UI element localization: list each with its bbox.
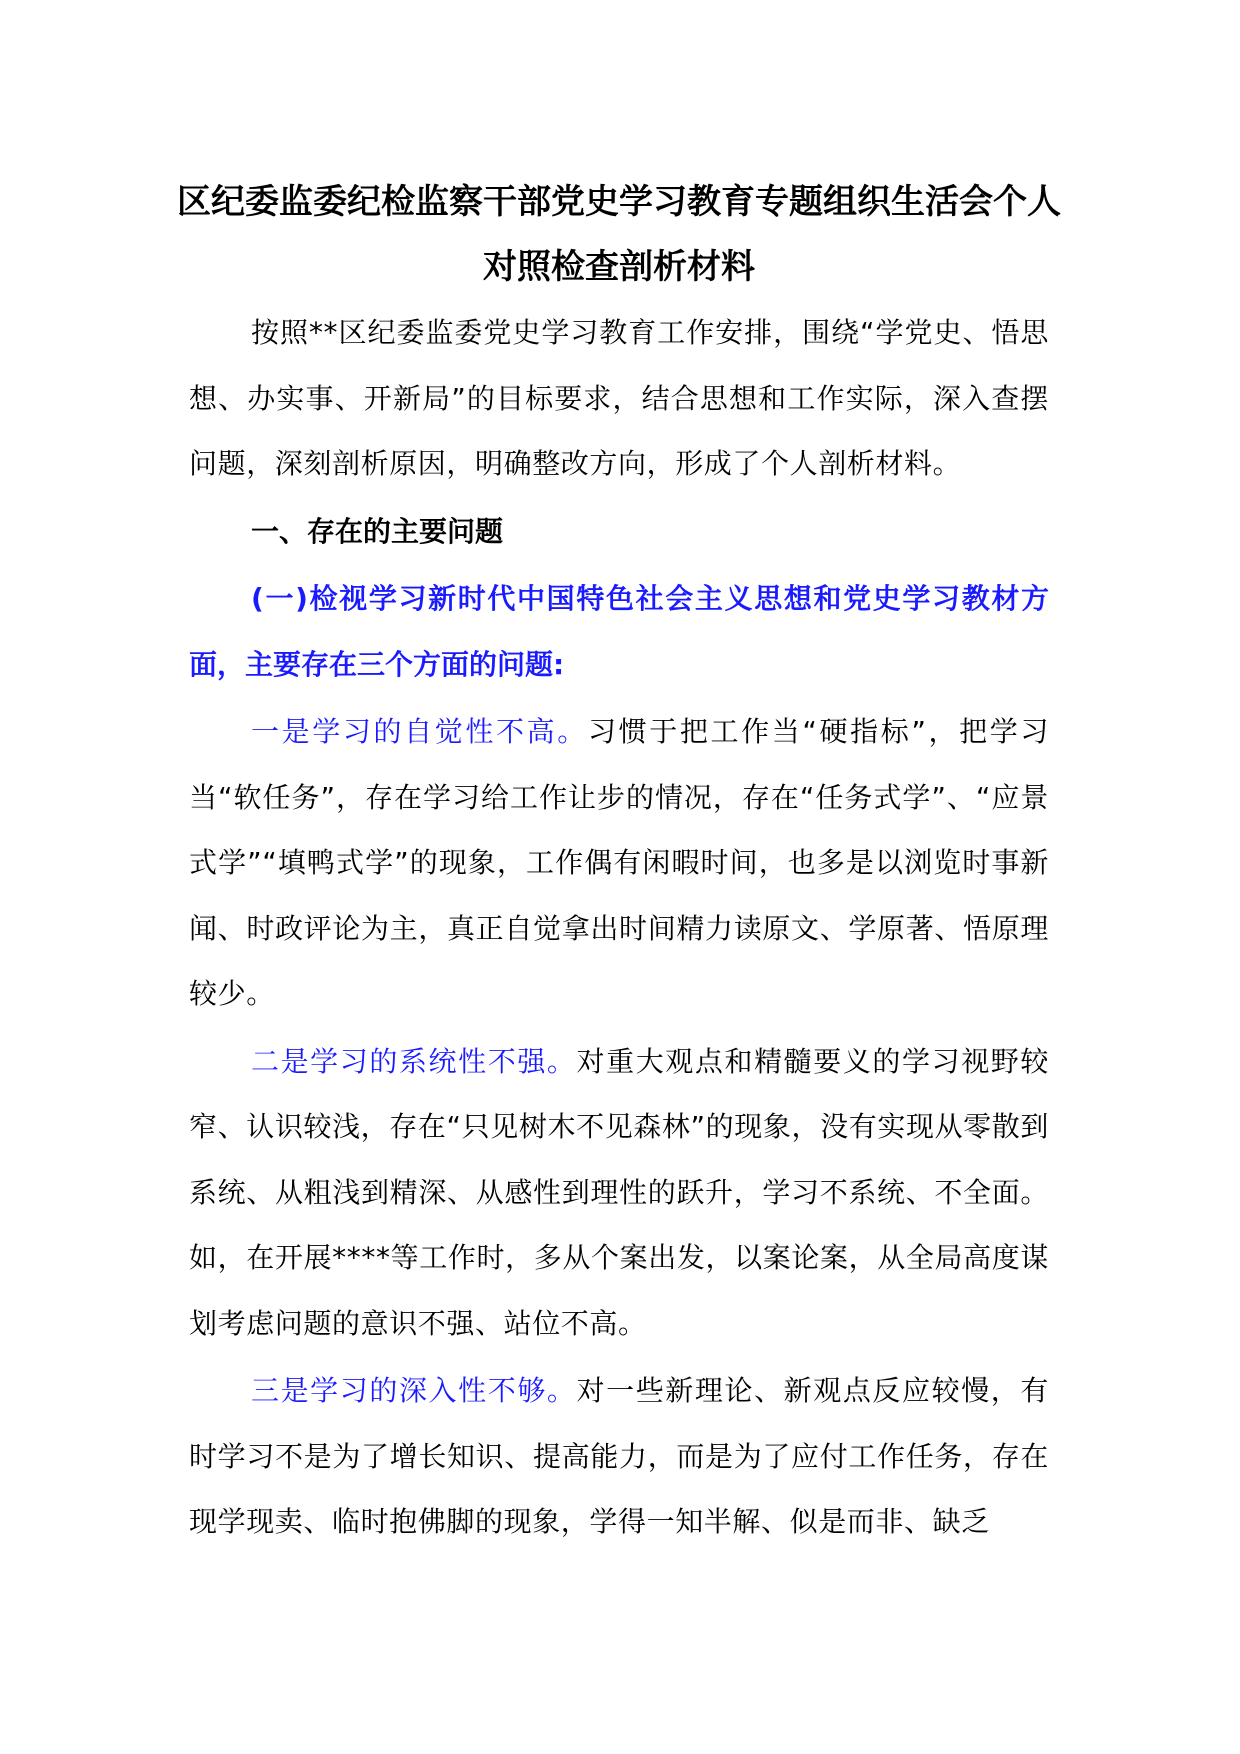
point-lead-3: 三是学习的深入性不够。 — [251, 1374, 577, 1407]
point-paragraph-2 — [189, 1029, 1049, 1357]
point-paragraph-3 — [189, 1358, 1049, 1555]
point-body-3: 对一些新理论、新观点反应较慢，有时学习不是为了增长知识、提高能力，而是为了应付工作任务，存在现学现卖、临时抱佛脚的现象，学得一知半解、似是而非、缺乏 — [189, 1374, 1049, 1538]
point-body-1: 习惯于把工作当“硬指标”，把学习当“软任务”，存在学习给工作让步的情况，存在“任务式学”、“应景式学”“填鸭式学”的现象，工作偶有闲暇时间，也多是以浏览时事新闻、时政评论为主，真正自觉拿出时间精力读原文、学原著、悟原理较少。 — [189, 715, 1049, 1010]
point-paragraph-1 — [189, 699, 1049, 1027]
point-lead-1: 一是学习的自觉性不高。 — [251, 715, 588, 748]
section-heading-problems: 一、存在的主要问题 — [251, 514, 504, 548]
document-page — [177, 170, 1061, 1557]
subsection-heading-study: (一)检视学习新时代中国特色社会主义思想和党史学习教材方面，主要存在三个方面的问题: — [189, 582, 1049, 681]
point-body-2: 对重大观点和精髓要义的学习视野较窄、认识较浅，存在“只见树木不见森林”的现象，没有实现从零散到系统、从粗浅到精深、从感性到理性的跃升，学习不系统、不全面。如，在开展****等工作时，多从个案出发，以案论案，从全局高度谋划考虑问题的意识不强、站位不高。 — [189, 1044, 1049, 1340]
document-title: 区纪委监委纪检监察干部党史学习教育专题组织生活会个人对照检查剖析材料 — [177, 182, 1061, 287]
point-lead-2: 二是学习的系统性不强。 — [251, 1044, 577, 1078]
intro-paragraph: 按照**区纪委监委党史学习教育工作安排，围绕“学党史、悟思想、办实事、开新局”的目标要求，结合思想和工作实际，深入查摆问题，深刻剖析原因，明确整改方向，形成了个人剖析材料。 — [189, 316, 1049, 480]
